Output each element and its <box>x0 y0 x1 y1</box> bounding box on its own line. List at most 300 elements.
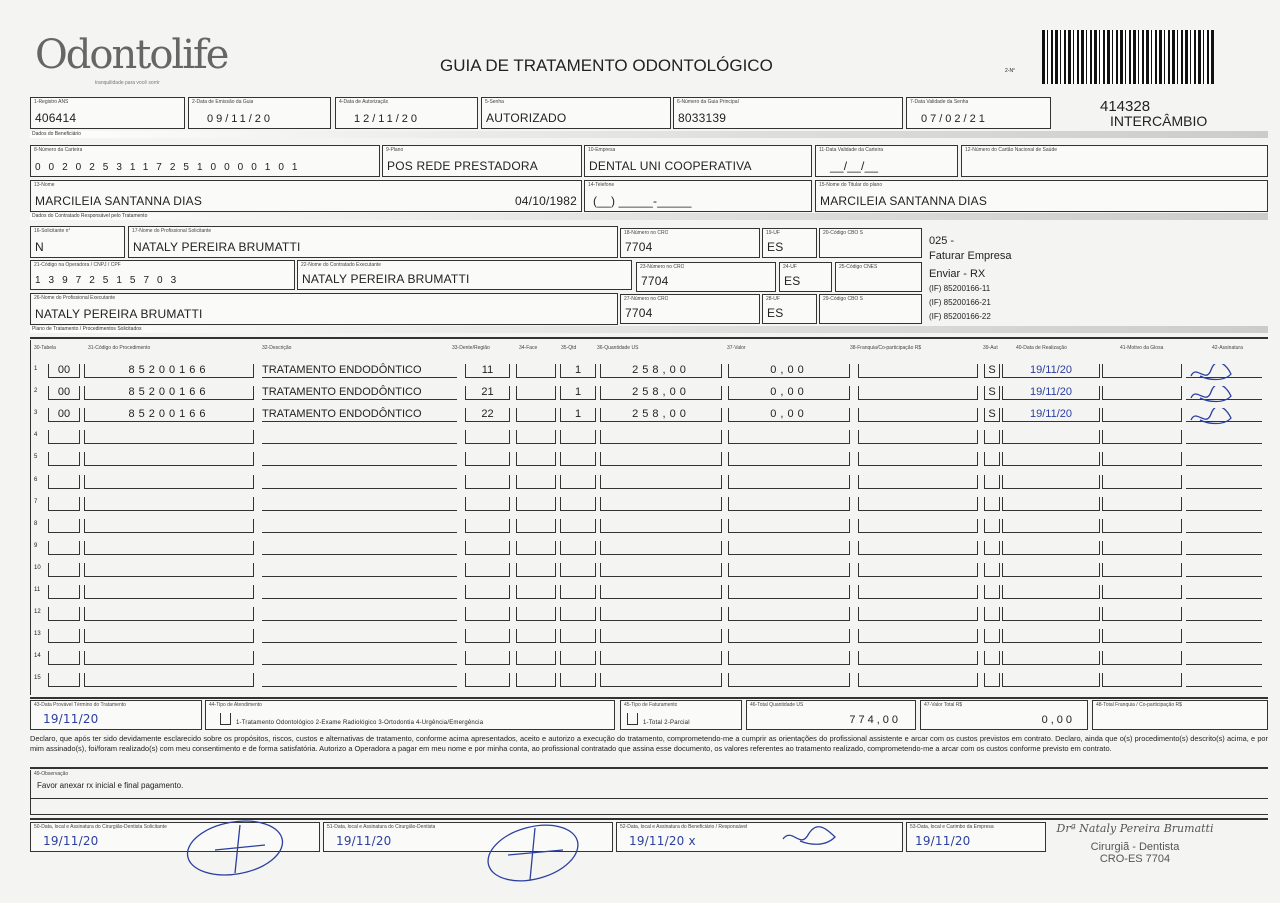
cell-franquia[interactable] <box>858 563 978 577</box>
cell-face[interactable] <box>516 408 556 422</box>
cell-face[interactable] <box>516 452 556 466</box>
cell-glosa[interactable] <box>1102 585 1182 599</box>
contratado-executante-field[interactable] <box>297 260 632 290</box>
termino-field[interactable] <box>30 700 202 730</box>
cell-tabela[interactable] <box>48 519 80 533</box>
cell-descricao[interactable]: TRATAMENTO ENDODÔNTICO <box>262 386 457 400</box>
cell-qtd_us[interactable] <box>600 673 722 687</box>
date: 19/11/20 <box>915 834 971 848</box>
cell-valor[interactable] <box>728 452 850 466</box>
cell-franquia[interactable] <box>858 364 978 378</box>
cell-assinatura[interactable] <box>1186 497 1262 511</box>
cell-data[interactable]: 19/11/20 <box>1002 386 1100 400</box>
cell-dente[interactable] <box>465 475 510 489</box>
cell-qtd_us[interactable] <box>600 629 722 643</box>
cell-glosa[interactable] <box>1102 629 1182 643</box>
table-row <box>0 651 1280 669</box>
cell-glosa[interactable] <box>1102 607 1182 621</box>
cell-codigo[interactable] <box>84 673 254 687</box>
value: POS REDE PRESTADORA <box>387 159 538 173</box>
value: 406414 <box>35 111 77 125</box>
cell-aut[interactable] <box>984 497 1000 511</box>
cell-dente[interactable]: 22 <box>465 408 510 422</box>
cell-codigo[interactable] <box>84 629 254 643</box>
cell-qtd[interactable] <box>560 519 596 533</box>
cell-glosa[interactable] <box>1102 497 1182 511</box>
value: 7704 <box>625 240 653 254</box>
valor-total-field[interactable] <box>920 700 1088 730</box>
stamp-title: Cirurgiã - Dentista <box>1090 841 1180 853</box>
note-line: (IF) 85200166-21 <box>929 298 991 307</box>
cell-data[interactable] <box>1002 607 1100 621</box>
cell-data[interactable] <box>1002 585 1100 599</box>
cell-assinatura[interactable] <box>1186 386 1262 400</box>
cro-executante-field[interactable] <box>636 262 776 292</box>
cell-data[interactable] <box>1002 629 1100 643</box>
cell-tabela[interactable] <box>48 452 80 466</box>
cell-tabela[interactable] <box>48 651 80 665</box>
cell-assinatura[interactable] <box>1186 541 1262 555</box>
cell-valor[interactable]: 0,00 <box>728 386 850 400</box>
total-us-field[interactable] <box>746 700 916 730</box>
cell-descricao[interactable] <box>262 452 457 466</box>
cro-solicitante-field[interactable] <box>620 228 760 258</box>
row-number: 5 <box>34 454 38 461</box>
logo-tagline: tranquilidade para você sorrir <box>95 80 160 86</box>
cell-tabela[interactable]: 00 <box>48 364 80 378</box>
table-row <box>0 673 1280 691</box>
cell-qtd_us[interactable] <box>600 563 722 577</box>
registro-ans-field[interactable] <box>30 97 185 129</box>
section-beneficiario: Dados do Beneficiário <box>30 131 1268 138</box>
cell-data[interactable] <box>1002 673 1100 687</box>
cell-assinatura[interactable] <box>1186 585 1262 599</box>
cell-aut[interactable] <box>984 607 1000 621</box>
cell-aut[interactable]: S <box>984 386 1000 400</box>
value: 13972515703 <box>35 275 185 286</box>
cell-assinatura[interactable] <box>1186 629 1262 643</box>
cell-data[interactable] <box>1002 497 1100 511</box>
cell-descricao[interactable] <box>262 497 457 511</box>
cell-dente[interactable]: 21 <box>465 386 510 400</box>
cell-valor[interactable] <box>728 563 850 577</box>
cell-data[interactable] <box>1002 563 1100 577</box>
value: 19/11/20 <box>43 712 99 726</box>
table-row <box>0 585 1280 603</box>
cell-qtd[interactable]: 1 <box>560 364 596 378</box>
label: 15-Nome do Titular do plano <box>819 182 883 188</box>
cell-dente[interactable] <box>465 585 510 599</box>
cbo-solicitante-field[interactable] <box>819 228 922 258</box>
options: 1-Total 2-Parcial <box>643 720 690 726</box>
label: 27-Número no CRO <box>624 296 669 302</box>
cell-tabela[interactable] <box>48 497 80 511</box>
note-faturar: Faturar Empresa <box>929 250 1012 262</box>
cell-assinatura[interactable] <box>1186 673 1262 687</box>
cell-descricao[interactable] <box>262 651 457 665</box>
tipo-atendimento-field[interactable] <box>205 700 615 730</box>
cell-face[interactable] <box>516 541 556 555</box>
cell-tabela[interactable] <box>48 673 80 687</box>
cell-dente[interactable] <box>465 430 510 444</box>
signature-53[interactable] <box>906 822 1046 852</box>
cell-glosa[interactable] <box>1102 408 1182 422</box>
cell-tabela[interactable] <box>48 585 80 599</box>
cell-face[interactable] <box>516 629 556 643</box>
carteira-field[interactable] <box>30 145 380 177</box>
value: NATALY PEREIRA BRUMATTI <box>302 272 470 286</box>
cell-qtd_us[interactable]: 258,00 <box>600 364 722 378</box>
cell-descricao[interactable] <box>262 475 457 489</box>
cell-face[interactable] <box>516 519 556 533</box>
cell-face[interactable] <box>516 563 556 577</box>
note-enviar: Enviar - RX <box>929 268 986 280</box>
cell-dente[interactable]: 11 <box>465 364 510 378</box>
cell-qtd_us[interactable]: 258,00 <box>600 386 722 400</box>
cell-descricao[interactable] <box>262 430 457 444</box>
label: 1-Registro ANS <box>34 99 69 105</box>
cell-aut[interactable] <box>984 430 1000 444</box>
cell-codigo[interactable] <box>84 563 254 577</box>
cell-face[interactable] <box>516 607 556 621</box>
cell-assinatura[interactable] <box>1186 430 1262 444</box>
cell-codigo[interactable] <box>84 651 254 665</box>
value: DENTAL UNI COOPERATIVA <box>589 159 752 173</box>
cell-qtd[interactable]: 1 <box>560 408 596 422</box>
label: 4-Data de Autorização <box>339 99 389 105</box>
label: 12-Número do Cartão Nacional de Saúde <box>965 147 1057 153</box>
cell-valor[interactable] <box>728 607 850 621</box>
cell-tabela[interactable]: 00 <box>48 386 80 400</box>
cell-qtd_us[interactable] <box>600 430 722 444</box>
cell-data[interactable] <box>1002 519 1100 533</box>
row-number: 11 <box>34 587 41 593</box>
cell-aut[interactable] <box>984 541 1000 555</box>
cell-aut[interactable] <box>984 519 1000 533</box>
row-number: 3 <box>34 410 38 417</box>
cell-descricao[interactable] <box>262 629 457 643</box>
cell-descricao[interactable] <box>262 585 457 599</box>
col-header-valor: 37-Valor <box>727 345 746 351</box>
cell-descricao[interactable]: TRATAMENTO ENDODÔNTICO <box>262 408 457 422</box>
observacao-field[interactable] <box>30 770 1268 815</box>
cell-codigo[interactable] <box>84 519 254 533</box>
cell-aut[interactable] <box>984 452 1000 466</box>
cell-franquia[interactable] <box>858 541 978 555</box>
cell-qtd[interactable] <box>560 607 596 621</box>
cell-data[interactable]: 19/11/20 <box>1002 408 1100 422</box>
cell-dente[interactable] <box>465 497 510 511</box>
col-header-dente: 33-Dente/Região <box>452 345 490 351</box>
cell-codigo[interactable] <box>84 497 254 511</box>
cell-qtd[interactable] <box>560 541 596 555</box>
cell-franquia[interactable] <box>858 629 978 643</box>
cell-data[interactable] <box>1002 475 1100 489</box>
label: 52-Data, local e Assinatura do Beneficiário / Responsável <box>620 824 748 830</box>
cell-assinatura[interactable] <box>1186 475 1262 489</box>
birth-date: 04/10/1982 <box>514 194 577 208</box>
cell-franquia[interactable] <box>858 475 978 489</box>
cell-franquia[interactable] <box>858 607 978 621</box>
value: 12/11/20 <box>354 113 421 125</box>
cell-qtd_us[interactable] <box>600 585 722 599</box>
cell-data[interactable] <box>1002 452 1100 466</box>
cell-dente[interactable] <box>465 629 510 643</box>
cell-face[interactable] <box>516 585 556 599</box>
guia-principal-field[interactable] <box>673 97 903 129</box>
cell-aut[interactable] <box>984 673 1000 687</box>
cell-descricao[interactable] <box>262 673 457 687</box>
cell-glosa[interactable] <box>1102 364 1182 378</box>
label: 44-Tipo de Atendimento <box>209 702 262 708</box>
telefone-field[interactable] <box>584 180 812 212</box>
label: 53-Data, local e Carimbo da Empresa <box>910 824 994 830</box>
cell-assinatura[interactable] <box>1186 651 1262 665</box>
validade-senha-field[interactable] <box>906 97 1051 129</box>
small-code: 2-N° <box>1005 68 1016 74</box>
value: MARCILEIA SANTANNA DIAS <box>35 194 203 208</box>
validade-carteira-field[interactable] <box>815 145 958 177</box>
cell-face[interactable] <box>516 386 556 400</box>
cell-data[interactable] <box>1002 541 1100 555</box>
uf-profissional-field[interactable] <box>762 294 817 324</box>
cell-tabela[interactable]: 00 <box>48 408 80 422</box>
cell-qtd[interactable] <box>560 673 596 687</box>
cell-face[interactable] <box>516 651 556 665</box>
value: NATALY PEREIRA BRUMATTI <box>133 240 301 254</box>
table-row <box>0 430 1280 448</box>
data-autorizacao-field[interactable] <box>335 97 478 129</box>
cell-franquia[interactable] <box>858 452 978 466</box>
uf-executante-field[interactable] <box>779 262 832 292</box>
cell-valor[interactable] <box>728 497 850 511</box>
cell-qtd[interactable] <box>560 629 596 643</box>
label: 17-Nome do Profissional Solicitante <box>132 228 212 234</box>
value: ES <box>767 306 784 320</box>
cell-glosa[interactable] <box>1102 541 1182 555</box>
value: (__) _____-_____ <box>593 194 692 208</box>
cell-glosa[interactable] <box>1102 519 1182 533</box>
cell-descricao[interactable]: TRATAMENTO ENDODÔNTICO <box>262 364 457 378</box>
label: 28-UF <box>766 296 780 302</box>
cell-valor[interactable] <box>728 651 850 665</box>
titular-field[interactable] <box>815 180 1268 212</box>
cell-dente[interactable] <box>465 563 510 577</box>
cell-tabela[interactable] <box>48 475 80 489</box>
cell-qtd_us[interactable] <box>600 452 722 466</box>
cell-face[interactable] <box>516 475 556 489</box>
cell-data[interactable]: 19/11/20 <box>1002 364 1100 378</box>
label: 2-Data de Emissão da Guia <box>192 99 254 105</box>
cell-dente[interactable] <box>465 452 510 466</box>
cell-tabela[interactable] <box>48 430 80 444</box>
cell-franquia[interactable] <box>858 408 978 422</box>
empresa-field[interactable] <box>584 145 812 177</box>
data-emissao-field[interactable] <box>188 97 331 129</box>
cell-franquia[interactable] <box>858 585 978 599</box>
cell-qtd_us[interactable] <box>600 475 722 489</box>
cell-dente[interactable] <box>465 541 510 555</box>
cell-qtd[interactable] <box>560 475 596 489</box>
cell-franquia[interactable] <box>858 430 978 444</box>
cell-codigo[interactable]: 85200166 <box>84 364 254 378</box>
cell-qtd_us[interactable]: 258,00 <box>600 408 722 422</box>
cell-face[interactable] <box>516 673 556 687</box>
label: 14-Telefone <box>588 182 615 188</box>
cell-qtd[interactable]: 1 <box>560 386 596 400</box>
cell-glosa[interactable] <box>1102 651 1182 665</box>
cell-dente[interactable] <box>465 673 510 687</box>
cell-assinatura[interactable] <box>1186 607 1262 621</box>
solicitante-n-field[interactable] <box>30 226 125 258</box>
cell-aut[interactable]: S <box>984 364 1000 378</box>
cell-valor[interactable] <box>728 673 850 687</box>
label: 19-UF <box>766 230 780 236</box>
cro-profissional-field[interactable] <box>620 294 760 324</box>
cell-face[interactable] <box>516 430 556 444</box>
cell-assinatura[interactable] <box>1186 563 1262 577</box>
cell-descricao[interactable] <box>262 563 457 577</box>
label: 43-Data Provável Término do Tratamento <box>34 702 126 708</box>
value: 00202531172510000101 <box>35 162 306 173</box>
cell-codigo[interactable] <box>84 452 254 466</box>
cell-dente[interactable] <box>465 607 510 621</box>
col-header-data: 40-Data de Realização <box>1016 345 1067 351</box>
cell-codigo[interactable] <box>84 430 254 444</box>
cell-franquia[interactable] <box>858 497 978 511</box>
cell-codigo[interactable]: 85200166 <box>84 408 254 422</box>
cell-aut[interactable]: S <box>984 408 1000 422</box>
value: MARCILEIA SANTANNA DIAS <box>820 194 988 208</box>
plano-field[interactable] <box>382 145 582 177</box>
col-header-descricao: 32-Descrição <box>262 345 292 351</box>
label: 9-Plano <box>386 147 404 153</box>
cell-qtd[interactable] <box>560 585 596 599</box>
value: N <box>35 240 44 254</box>
date: 19/11/20 <box>336 834 392 848</box>
stamp-name: Drª Nataly Pereira Brumatti <box>1056 822 1214 835</box>
cell-valor[interactable]: 0,00 <box>728 364 850 378</box>
col-header-franquia: 38-Franquia/Co-participação R$ <box>850 345 922 351</box>
label: 6-Número da Guia Principal <box>677 99 739 105</box>
cell-qtd_us[interactable] <box>600 651 722 665</box>
cell-qtd_us[interactable] <box>600 519 722 533</box>
cell-assinatura[interactable] <box>1186 519 1262 533</box>
row-number: 6 <box>34 476 38 483</box>
cns-field[interactable] <box>961 145 1268 177</box>
cell-assinatura[interactable] <box>1186 452 1262 466</box>
checkbox[interactable] <box>627 713 638 725</box>
signature-scribble-icon <box>1186 364 1236 384</box>
cell-tabela[interactable] <box>48 607 80 621</box>
cell-codigo[interactable] <box>84 585 254 599</box>
cell-qtd[interactable] <box>560 452 596 466</box>
cell-valor[interactable] <box>728 541 850 555</box>
col-header-face: 34-Face <box>519 345 538 351</box>
label: 20-Código CBO S <box>823 230 864 236</box>
section-contratado: Dados do Contratado Responsável pelo Tratamento <box>30 213 1268 220</box>
cell-tabela[interactable] <box>48 563 80 577</box>
cell-valor[interactable]: 0,00 <box>728 408 850 422</box>
side-notes <box>929 234 1012 324</box>
total-franquia-field[interactable] <box>1092 700 1268 730</box>
cell-codigo[interactable] <box>84 541 254 555</box>
cell-codigo[interactable] <box>84 475 254 489</box>
cell-tabela[interactable] <box>48 629 80 643</box>
cell-assinatura[interactable] <box>1186 408 1262 422</box>
cell-qtd[interactable] <box>560 430 596 444</box>
cell-descricao[interactable] <box>262 519 457 533</box>
codigo-operadora-field[interactable] <box>30 260 295 290</box>
cell-face[interactable] <box>516 497 556 511</box>
cell-codigo[interactable]: 85200166 <box>84 386 254 400</box>
cell-qtd[interactable] <box>560 651 596 665</box>
cell-franquia[interactable] <box>858 651 978 665</box>
prof-solicitante-field[interactable] <box>128 226 618 258</box>
cell-valor[interactable] <box>728 585 850 599</box>
cnes-field[interactable] <box>835 262 922 292</box>
cell-valor[interactable] <box>728 430 850 444</box>
cell-franquia[interactable] <box>858 519 978 533</box>
cell-qtd_us[interactable] <box>600 497 722 511</box>
cbo-profissional-field[interactable] <box>819 294 922 324</box>
cell-valor[interactable] <box>728 475 850 489</box>
cell-descricao[interactable] <box>262 607 457 621</box>
uf-solicitante-field[interactable] <box>762 228 817 258</box>
cell-valor[interactable] <box>728 519 850 533</box>
cell-face[interactable] <box>516 364 556 378</box>
col-header-glosa: 41-Motivo da Glosa <box>1120 345 1164 351</box>
value: 0,00 <box>1041 714 1075 726</box>
prof-executante-field[interactable] <box>30 293 618 325</box>
cell-data[interactable] <box>1002 430 1100 444</box>
cell-aut[interactable] <box>984 563 1000 577</box>
cell-glosa[interactable] <box>1102 673 1182 687</box>
cell-valor[interactable] <box>728 629 850 643</box>
cell-aut[interactable] <box>984 629 1000 643</box>
signature-52[interactable] <box>616 822 903 852</box>
cell-qtd_us[interactable] <box>600 541 722 555</box>
cell-assinatura[interactable] <box>1186 364 1262 378</box>
cell-descricao[interactable] <box>262 541 457 555</box>
cell-glosa[interactable] <box>1102 386 1182 400</box>
cell-franquia[interactable] <box>858 386 978 400</box>
senha-field[interactable] <box>481 97 671 129</box>
cell-tabela[interactable] <box>48 541 80 555</box>
label: 50-Data, local e Assinatura do Cirurgião-Dentista Solicitante <box>34 824 167 830</box>
cell-aut[interactable] <box>984 475 1000 489</box>
cell-aut[interactable] <box>984 651 1000 665</box>
cell-dente[interactable] <box>465 651 510 665</box>
nome-field[interactable] <box>30 180 582 212</box>
tipo-faturamento-field[interactable] <box>620 700 742 730</box>
cell-glosa[interactable] <box>1102 430 1182 444</box>
cell-qtd_us[interactable] <box>600 607 722 621</box>
cell-glosa[interactable] <box>1102 452 1182 466</box>
cell-glosa[interactable] <box>1102 563 1182 577</box>
cell-qtd[interactable] <box>560 497 596 511</box>
cell-dente[interactable] <box>465 519 510 533</box>
cell-franquia[interactable] <box>858 673 978 687</box>
cell-data[interactable] <box>1002 651 1100 665</box>
checkbox[interactable] <box>220 713 231 725</box>
value: AUTORIZADO <box>486 111 567 125</box>
cell-glosa[interactable] <box>1102 475 1182 489</box>
note-line: (IF) 85200166-22 <box>929 312 991 321</box>
cell-codigo[interactable] <box>84 607 254 621</box>
cell-aut[interactable] <box>984 585 1000 599</box>
cell-qtd[interactable] <box>560 563 596 577</box>
